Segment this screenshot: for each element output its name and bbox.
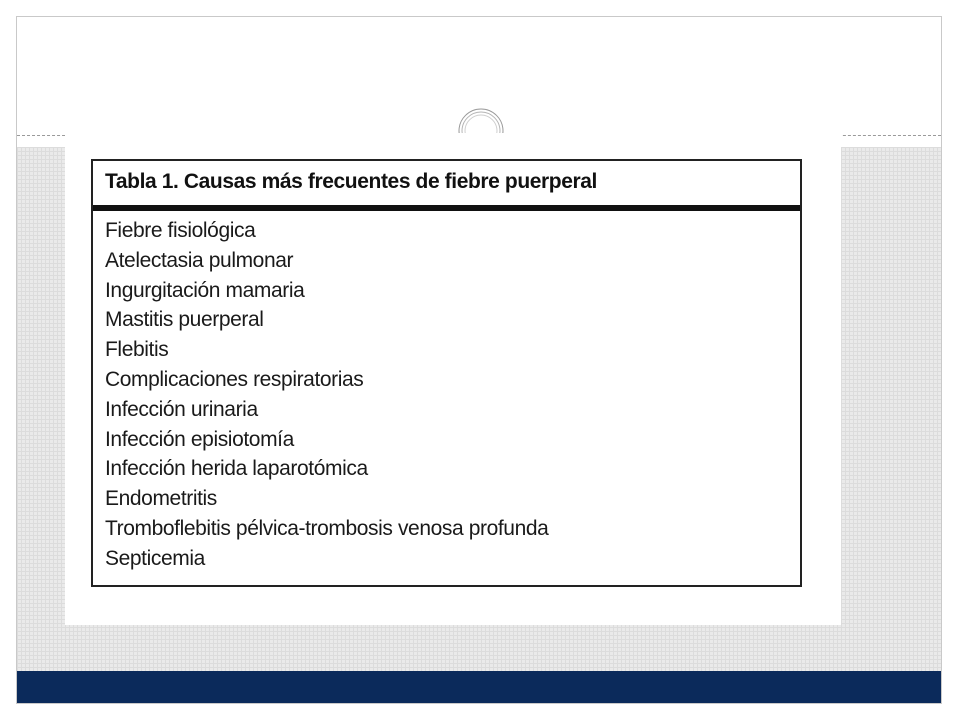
list-item: Flebitis <box>105 338 169 362</box>
list-item: Septicemia <box>105 546 205 570</box>
list-item: Infección urinaria <box>105 397 258 421</box>
list-item: Complicaciones respiratorias <box>105 367 364 391</box>
table-image <box>65 133 841 625</box>
list-item: Infección herida laparotómica <box>105 457 368 481</box>
cause-list <box>105 216 548 574</box>
list-item: Tromboflebitis pélvica-trombosis venosa profunda <box>105 516 549 540</box>
table-title: Tabla 1. Causas más frecuentes de fiebre puerperal <box>105 170 597 193</box>
list-item: Ingurgitación mamaria <box>105 278 305 302</box>
list-item: Atelectasia pulmonar <box>105 248 294 272</box>
footer-bar <box>17 671 941 704</box>
list-item: Infección episiotomía <box>105 427 294 451</box>
list-item: Endometritis <box>105 487 217 511</box>
list-item: Mastitis puerperal <box>105 308 264 332</box>
list-item: Fiebre fisiológica <box>105 219 256 242</box>
title-rule <box>93 205 800 211</box>
slide <box>16 16 942 704</box>
causes-table <box>91 159 802 587</box>
